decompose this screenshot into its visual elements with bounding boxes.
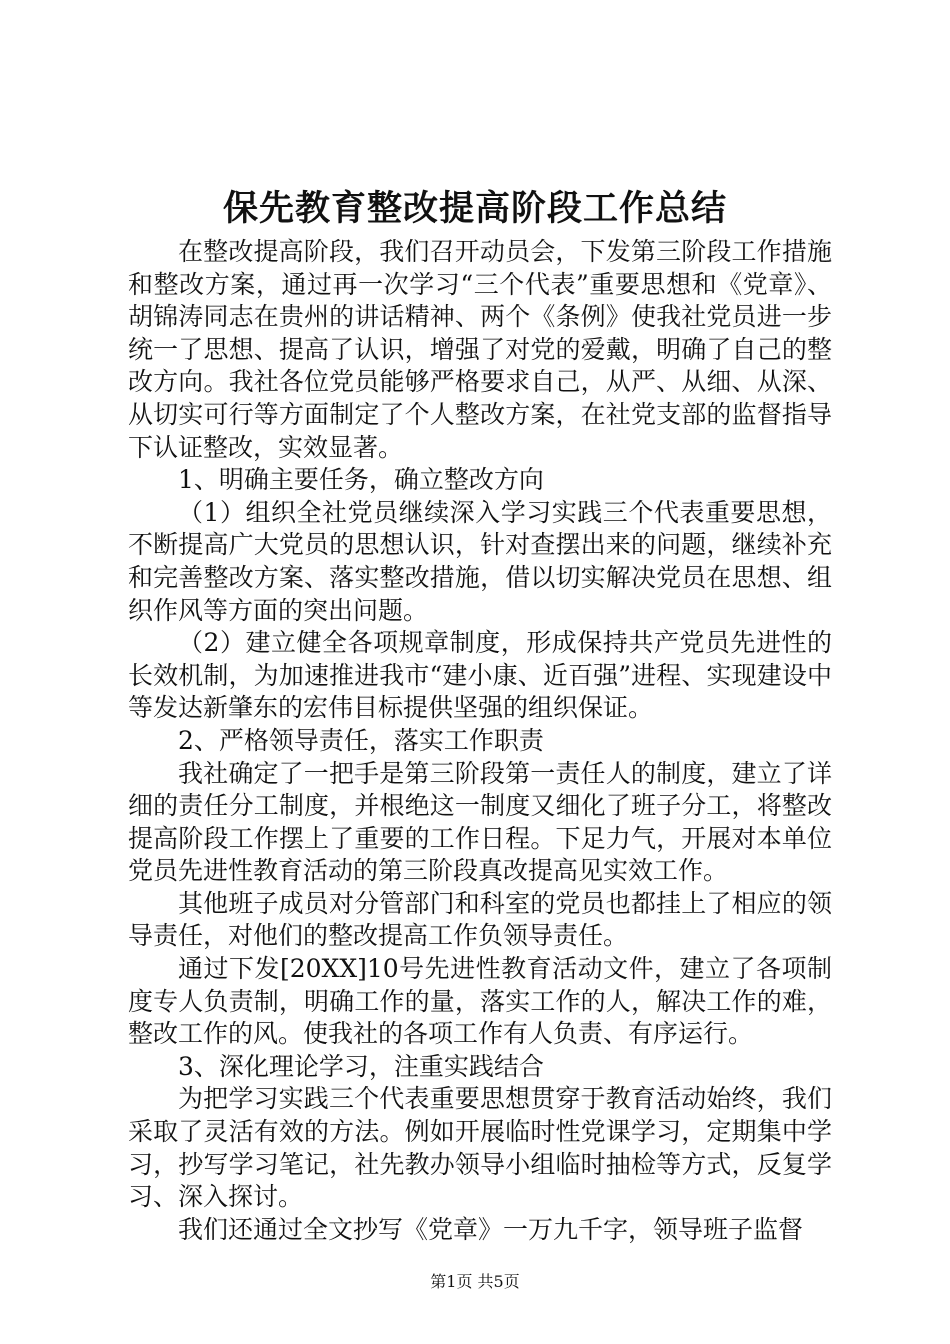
paragraph-item-1: （1）组织全社党员继续深入学习实践三个代表重要思想，不断提高广大党员的思想认识，针对查摆出来的问题，继续补充和完善整改方案、落实整改措施，借以切实解决党员在思想、组织作风等方面的突出问题。 (128, 497, 832, 625)
section-heading-3: 3、深化理论学习，注重实践结合 (178, 1051, 544, 1081)
section-heading-1: 1、明确主要任务，确立整改方向 (178, 465, 544, 495)
paragraph-continuation: 我们还通过全文抄写《党章》一万九千字，领导班子监督 (178, 1214, 804, 1244)
page-number-footer: 第1页 共5页 (430, 1272, 520, 1291)
section-heading-2: 2、严格领导责任，落实工作职责 (178, 725, 544, 755)
paragraph-other-members: 其他班子成员对分管部门和科室的党员也都挂上了相应的领导责任，对他们的整改提高工作负领导责任。 (128, 888, 832, 951)
document-title: 保先教育整改提高阶段工作总结 (222, 188, 727, 229)
paragraph-intro: 在整改提高阶段，我们召开动员会，下发第三阶段工作措施和整改方案，通过再一次学习“三个代表”重要思想和《党章》、胡锦涛同志在贵州的讲话精神、两个《条例》使我社党员进一步统一了思想、提高了认识，增强了对党的爱戴，明确了自己的整改方向。我社各位党员能够严格要求自己，从严、从细、从深、从切实可行等方面制定了个人整改方案，在社党支部的监督指导下认证整改，实效显著。 (128, 237, 832, 462)
paragraph-responsibility: 我社确定了一把手是第三阶段第一责任人的制度，建立了详细的责任分工制度，并根绝这一制度又细化了班子分工，将整改提高阶段工作摆上了重要的工作日程。下足力气，开展对本单位党员先进性教育活动的第三阶段真改提高见实效工作。 (128, 758, 832, 886)
document-body (128, 236, 832, 1246)
paragraph-item-2: （2）建立健全各项规章制度，形成保持共产党员先进性的长效机制，为加速推进我市“建小康、近百强”进程、实现建设中等发达新肇东的宏伟目标提供坚强的组织保证。 (128, 628, 832, 723)
paragraph-study-methods: 为把学习实践三个代表重要思想贯穿于教育活动始终，我们采取了灵活有效的方法。例如开展临时性党课学习，定期集中学习，抄写学习笔记，社先教办领导小组临时抽检等方式，反复学习、深入探讨。 (128, 1084, 832, 1212)
paragraph-document-issue: 通过下发[20XX]10号先进性教育活动文件，建立了各项制度专人负责制，明确工作的量，落实工作的人，解决工作的难，整改工作的风。使我社的各项工作有人负责、有序运行。 (128, 954, 832, 1049)
